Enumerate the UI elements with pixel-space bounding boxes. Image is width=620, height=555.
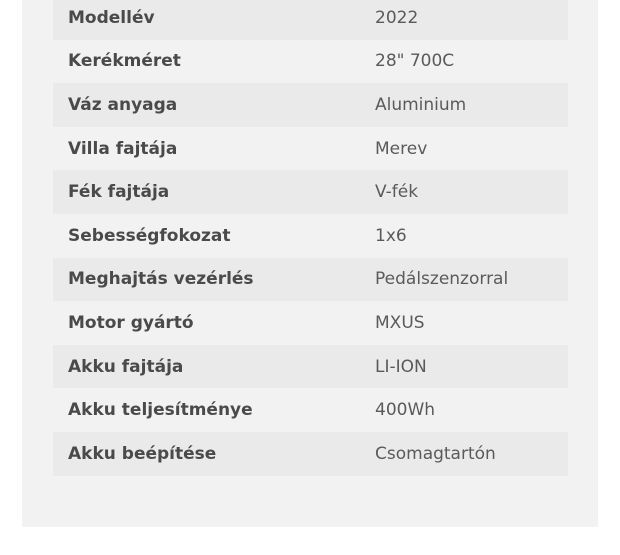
spec-value: LI-ION	[375, 356, 427, 377]
spec-row	[53, 432, 568, 476]
spec-label: Fék fajtája	[68, 182, 170, 203]
spec-row	[53, 40, 568, 84]
specs-table	[53, 0, 568, 476]
specs-panel	[22, 0, 598, 527]
spec-value: 400Wh	[375, 400, 436, 421]
spec-label: Akku fajtája	[68, 356, 184, 377]
spec-label: Váz anyaga	[68, 94, 178, 115]
spec-value: MXUS	[375, 312, 425, 333]
spec-value: 28" 700C	[375, 51, 455, 72]
spec-value: Aluminium	[375, 94, 467, 115]
spec-value: Pedálszenzorral	[375, 269, 509, 290]
spec-label: Motor gyártó	[68, 312, 194, 333]
spec-row	[53, 83, 568, 127]
spec-value: V-fék	[375, 182, 419, 203]
spec-label: Villa fajtája	[68, 138, 178, 159]
spec-value: 2022	[375, 7, 419, 28]
spec-value: Merev	[375, 138, 428, 159]
spec-label: Kerékméret	[68, 51, 181, 72]
spec-row	[53, 388, 568, 432]
spec-row	[53, 345, 568, 389]
spec-value: 1x6	[375, 225, 407, 246]
spec-row	[53, 214, 568, 258]
spec-label: Akku teljesítménye	[68, 400, 253, 421]
spec-row	[53, 258, 568, 302]
spec-label: Akku beépítése	[68, 443, 217, 464]
spec-label: Sebességfokozat	[68, 225, 231, 246]
spec-row	[53, 170, 568, 214]
spec-label: Meghajtás vezérlés	[68, 269, 254, 290]
spec-label: Modellév	[68, 7, 155, 28]
spec-value: Csomagtartón	[375, 443, 496, 464]
spec-row	[53, 301, 568, 345]
spec-row	[53, 127, 568, 171]
spec-row	[53, 0, 568, 40]
